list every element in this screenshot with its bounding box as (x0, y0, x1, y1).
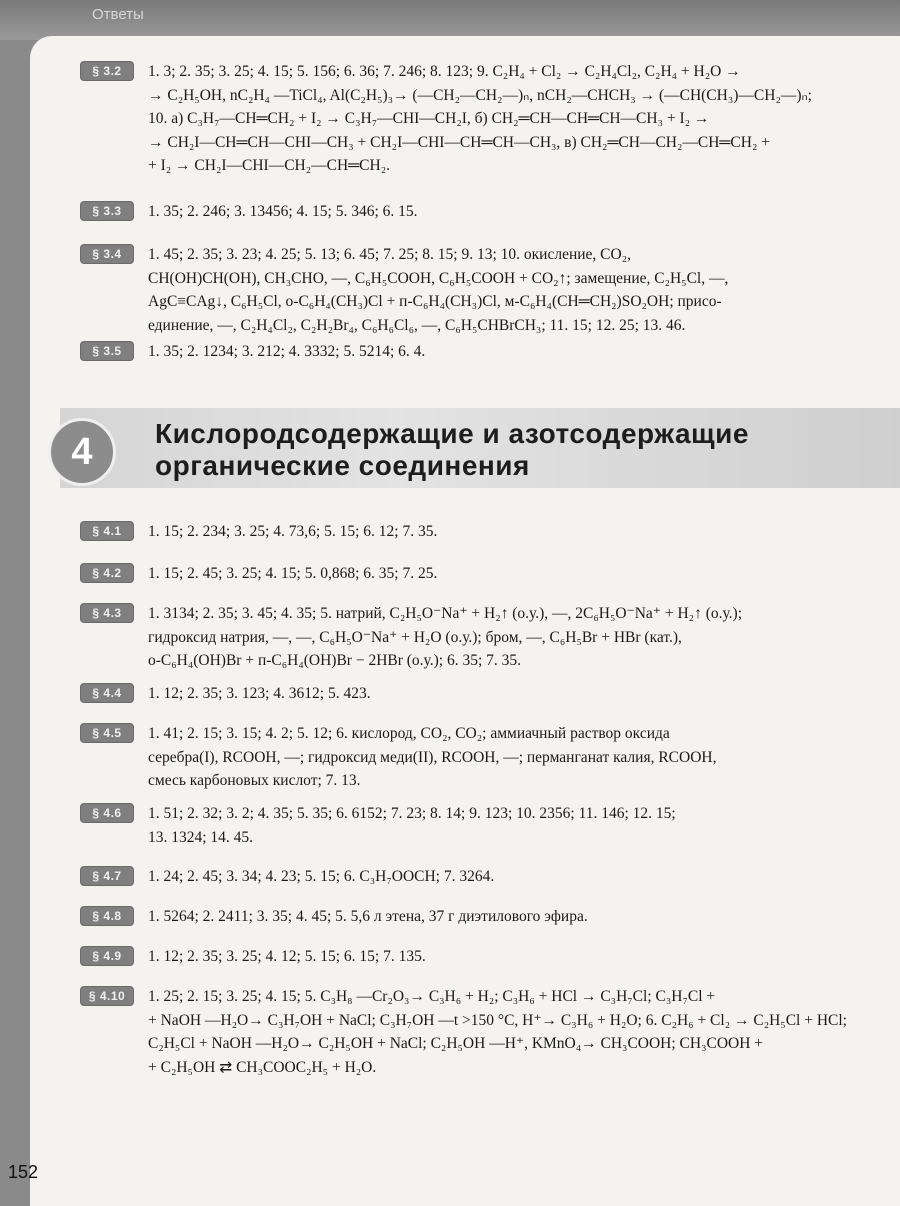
answer-line: о-C₆H₄(OH)Br + п-C₆H₄(OH)Br − 2HBr (о.у.); 6. 35; 7. 35. (148, 652, 522, 669)
chapter-title-line-1: Кислородсодержащие и азотсодержащие (155, 418, 749, 449)
section-badge: § 4.1 (80, 521, 134, 541)
answer-line: гидроксид натрия, —, —, C₆H₅O⁻Na⁺ + H₂O (о.у.); бром, —, C₆H₅Br + HBr (кат.), (148, 628, 682, 646)
answer-line: 1. 24; 2. 45; 3. 34; 4. 23; 5. 15; 6. C₃H₇OOCH; 7. 3264. (148, 868, 495, 885)
section-badge: § 3.5 (80, 341, 134, 361)
section-badge: § 4.9 (80, 946, 134, 966)
section-badge: § 3.2 (80, 61, 134, 81)
answer-line: единение, —, C₂H₄Cl₂, C₂H₂Br₄, C₆H₆Cl₆, —, C₆H₅CHBrCH₃; 11. 15; 12. 25; 13. 46. (148, 316, 686, 334)
answer-line: C₂H₅Cl + NaOH —H₂O→ C₂H₅OH + NaCl; C₂H₅OH —H⁺, KMnO₄→ CH₃COOH; CH₃COOH + (148, 1035, 764, 1052)
section-badge: § 4.5 (80, 723, 134, 743)
answer-line: + I₂ → CH₂I—CHI—CH₂—CH═CH₂. (148, 157, 390, 174)
section-answers (148, 602, 892, 673)
chapter-number: 4 (48, 418, 116, 486)
section-badge: § 4.8 (80, 906, 134, 926)
section-answers (148, 802, 892, 849)
answer-line: → CH₂I—CH═CH—CHI—CH₃ + CH₂I—CHI—CH═CH—CH₃, в) CH₂═CH—CH₂—CH═CH₂ + (148, 133, 770, 151)
section-answers (148, 905, 892, 929)
answer-line: 1. 12; 2. 35; 3. 123; 4. 3612; 5. 423. (148, 685, 371, 702)
section-answers (148, 520, 892, 544)
section-badge: § 4.2 (80, 563, 134, 583)
section-badge: § 4.4 (80, 683, 134, 703)
answer-line: 1. 15; 2. 234; 3. 25; 4. 73,6; 5. 15; 6. 12; 7. 35. (148, 523, 438, 540)
section-badge: § 3.3 (80, 201, 134, 221)
section-answers (148, 682, 892, 706)
section-badge: § 4.10 (80, 986, 134, 1006)
section-answers (148, 985, 892, 1079)
answer-line: 10. а) C₃H₇—CH═CH₂ + I₂ → C₃H₇—CHI—CH₂I, б) CH₂═CH—CH═CH—CH₃ + I₂ → (148, 110, 710, 127)
answer-line: → C₂H₅OH, nC₂H₄ —TiCl₄, Al(C₂H₅)₃→ (—CH₂—CH₂—)ₙ, nCH₂—CHCH₃ → (—CH(CH₃)—CH₂—)ₙ; (148, 86, 812, 104)
answer-line: 1. 25; 2. 15; 3. 25; 4. 15; 5. C₃H₈ —Cr₂O₃→ C₃H₆ + H₂; C₃H₆ + HCl → C₃H₇Cl; C₃H₇Cl + (148, 988, 716, 1005)
answer-line: 1. 5264; 2. 2411; 3. 35; 4. 45; 5. 5,6 л этена, 37 г диэтилового эфира. (148, 908, 588, 925)
section-badge: § 4.6 (80, 803, 134, 823)
section-answers (148, 722, 892, 793)
answer-line: 1. 41; 2. 15; 3. 15; 4. 2; 5. 12; 6. кислород, CO₂, CO₂; аммиачный раствор оксида (148, 725, 670, 742)
running-title: Ответы (92, 6, 144, 23)
section-answers (148, 340, 892, 364)
answer-line: AgC≡CAg↓, C₆H₅Cl, о-C₆H₄(CH₃)Cl + п-C₆H₄(CH₃)Cl, м-C₆H₄(CH═CH₂)SO₂OH; присо- (148, 293, 722, 310)
section-badge: § 3.4 (80, 244, 134, 264)
section-badge: § 4.7 (80, 866, 134, 886)
section-answers (148, 945, 892, 969)
section-answers (148, 200, 892, 224)
answer-line: серебра(I), RCOOH, —; гидроксид меди(II), RCOOH, —; перманганат калия, RCOOH, (148, 748, 717, 766)
answer-line: смесь карбоновых кислот; 7. 13. (148, 772, 361, 789)
answer-line: 1. 3; 2. 35; 3. 25; 4. 15; 5. 156; 6. 36; 7. 246; 8. 123; 9. C₂H₄ + Cl₂ → C₂H₄Cl₂, C₂H₄ + H₂O → (148, 63, 741, 80)
section-answers (148, 562, 892, 586)
top-bar (0, 0, 900, 40)
section-answers (148, 865, 892, 889)
answer-line: 1. 3134; 2. 35; 3. 45; 4. 35; 5. натрий, C₂H₅O⁻Na⁺ + H₂↑ (о.у.), —, 2C₆H₅O⁻Na⁺ + H₂↑ (о.у.); (148, 605, 743, 622)
page-number: 152 (8, 1162, 39, 1182)
answer-line: 1. 51; 2. 32; 3. 2; 4. 35; 5. 35; 6. 6152; 7. 23; 8. 14; 9. 123; 10. 2356; 11. 146; 12. 15; (148, 805, 676, 822)
answer-line: + NaOH —H₂O→ C₃H₇OH + NaCl; C₃H₇OH —t >150 °C, H⁺→ C₃H₆ + H₂O; 6. C₂H₆ + Cl₂ → C₂H₅Cl + HCl; (148, 1011, 847, 1029)
answer-line: + C₂H₅OH ⇄ CH₃COOC₂H₅ + H₂O. (148, 1058, 377, 1076)
answer-line: 1. 35; 2. 246; 3. 13456; 4. 15; 5. 346; 6. 15. (148, 203, 418, 220)
answer-line: 1. 12; 2. 35; 3. 25; 4. 12; 5. 15; 6. 15; 7. 135. (148, 948, 426, 965)
chapter-title (155, 418, 900, 482)
section-badge: § 4.3 (80, 603, 134, 623)
section-answers (148, 60, 892, 178)
answer-line: 1. 45; 2. 35; 3. 23; 4. 25; 5. 13; 6. 45; 7. 25; 8. 15; 9. 13; 10. окисление, CO₂, (148, 246, 631, 263)
section-answers (148, 243, 892, 337)
answer-line: 1. 15; 2. 45; 3. 25; 4. 15; 5. 0,868; 6. 35; 7. 25. (148, 565, 438, 582)
chapter-title-line-2: органические соединения (155, 450, 530, 481)
answer-line: CH(OH)CH(OH), CH₃CHO, —, C₆H₅COOH, C₆H₅COOH + CO₂↑; замещение, C₂H₅Cl, —, (148, 269, 729, 287)
answer-line: 1. 35; 2. 1234; 3. 212; 4. 3332; 5. 5214; 6. 4. (148, 343, 426, 360)
answer-line: 13. 1324; 14. 45. (148, 828, 254, 846)
